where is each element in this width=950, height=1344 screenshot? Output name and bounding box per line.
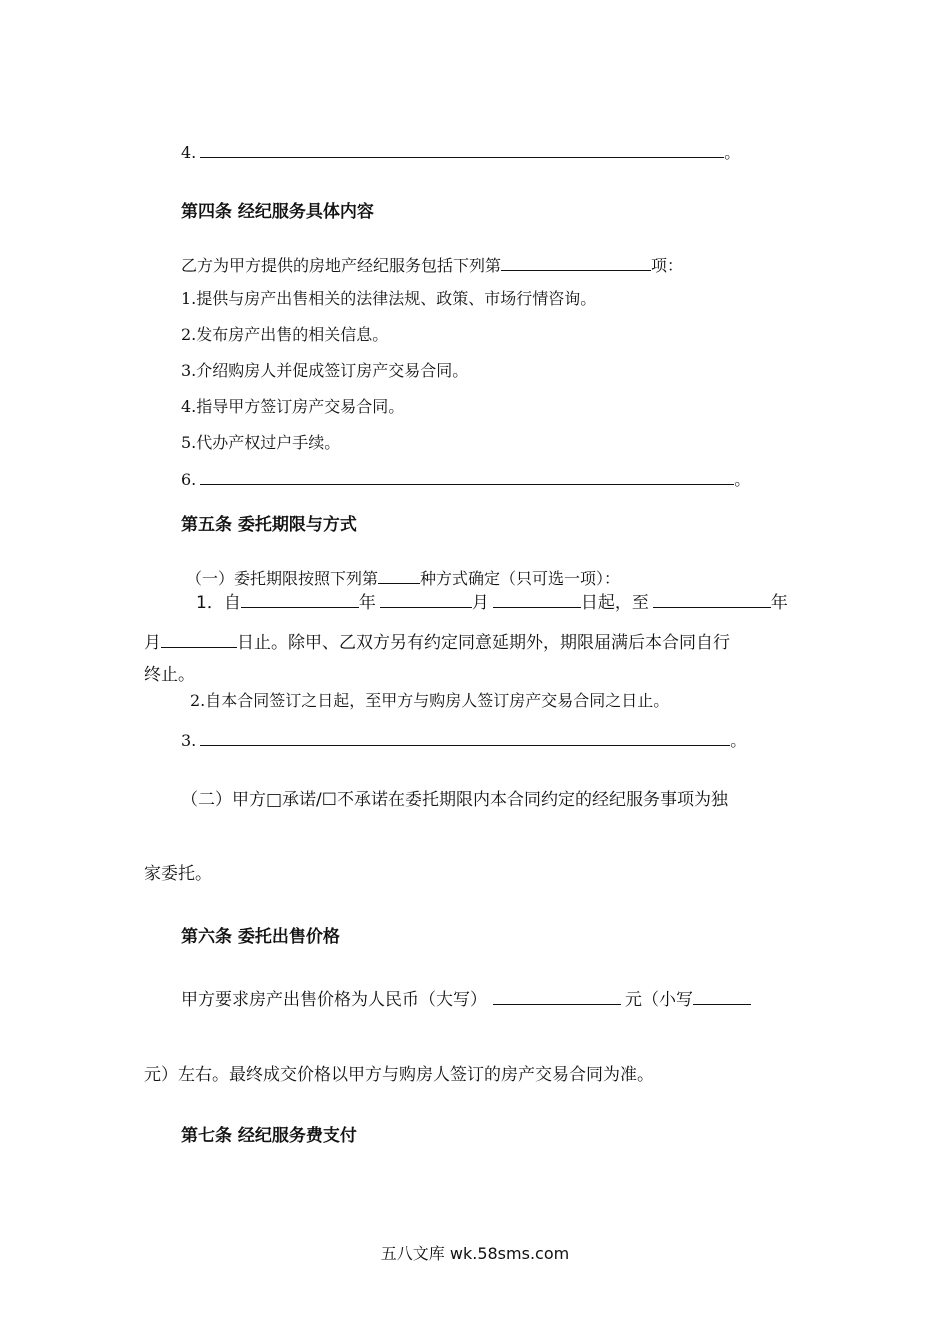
term-text: （一）委托期限按照下列第 — [186, 569, 379, 588]
list-item: 2.发布房产出售的相关信息。 — [181, 325, 389, 344]
option-1-line-3: 终止。 — [144, 665, 195, 685]
list-item: 5.代办产权过户手续。 — [181, 433, 341, 452]
year-label: 年 — [358, 593, 376, 613]
blank-line — [378, 569, 420, 584]
intro-suffix: 项： — [651, 256, 684, 275]
list-item: 4.指导甲方签订房产交易合同。 — [181, 397, 405, 416]
period: 。 — [734, 470, 751, 489]
article-6-title: 第六条 委托出售价格 — [181, 927, 340, 947]
blank-line — [200, 143, 724, 158]
price-small-label: 元（小写 — [625, 990, 693, 1010]
option-3-line — [181, 731, 746, 749]
article-4-intro — [181, 256, 683, 274]
blank-line — [693, 990, 751, 1005]
day-label: 日起，至 — [580, 593, 649, 613]
list-item: 1.提供与房产出售相关的法律法规、政策、市场行情咨询。 — [181, 289, 597, 308]
footer-watermark: 五八文库 wk.58sms.com — [380, 1244, 570, 1263]
blank-line — [501, 256, 651, 271]
period: 。 — [730, 731, 747, 750]
period: 。 — [724, 143, 741, 162]
price-text: 甲方要求房产出售价格为人民币（大写） — [181, 990, 487, 1010]
blank-line — [653, 593, 771, 608]
month-label: 月 — [144, 633, 161, 653]
blank-line — [493, 990, 621, 1005]
term-method-line — [186, 569, 620, 587]
exclusive-commitment-line-2: 家委托。 — [144, 864, 212, 884]
month-label: 月 — [471, 593, 489, 613]
list-item: 3.介绍购房人并促成签订房产交易合同。 — [181, 361, 469, 380]
item-4-line — [181, 143, 740, 161]
option-3-number: 3. — [181, 731, 197, 750]
blank-line — [380, 593, 472, 608]
blank-line — [200, 731, 730, 746]
blank-line — [241, 593, 359, 608]
price-line-2: 元）左右。最终成交价格以甲方与购房人签订的房产交易合同为准。 — [144, 1065, 654, 1085]
article-4-title: 第四条 经纪服务具体内容 — [181, 202, 374, 222]
blank-line — [161, 633, 237, 648]
article-7-title: 第七条 经纪服务费支付 — [181, 1126, 357, 1146]
article-5-title: 第五条 委托期限与方式 — [181, 515, 357, 535]
item-4-number: 4. — [181, 143, 197, 162]
blank-line — [200, 470, 734, 485]
term-suffix: 种方式确定（只可选一项）： — [420, 569, 621, 588]
intro-text: 乙方为甲方提供的房地产经纪服务包括下列第 — [181, 256, 502, 275]
option-1-line-2 — [144, 633, 730, 652]
blank-line — [493, 593, 581, 608]
item-6-number: 6. — [181, 470, 197, 489]
year-label: 年 — [770, 593, 788, 613]
exclusive-commitment-line-1: （二）甲方□承诺/☐不承诺在委托期限内本合同约定的经纪服务事项为独 — [181, 790, 729, 810]
option-1-text: 日止。除甲、乙双方另有约定同意延期外，期限届满后本合同自行 — [237, 633, 730, 653]
option-2-line: 2.自本合同签订之日起，至甲方与购房人签订房产交易合同之日止。 — [190, 691, 670, 710]
option-1-from: 1．自 — [196, 593, 241, 613]
item-6-line — [181, 470, 750, 488]
price-line-1 — [181, 990, 751, 1009]
option-1-line-1 — [196, 593, 788, 612]
